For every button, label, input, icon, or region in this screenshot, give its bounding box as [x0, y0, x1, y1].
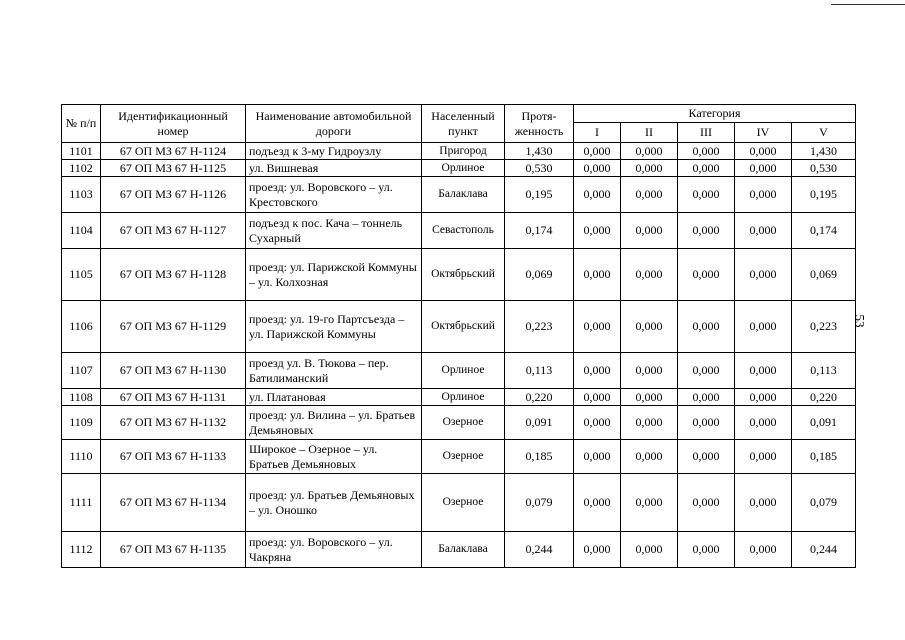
- category-3-value: 0,000: [678, 301, 735, 353]
- category-5-value: 0,069: [792, 249, 856, 301]
- category-4-value: 0,000: [735, 353, 792, 389]
- category-5-value: 0,223: [792, 301, 856, 353]
- table-row: [62, 301, 856, 353]
- page-number: 53: [852, 314, 868, 328]
- road-name: подъезд к пос. Кача – тоннель Сухарный: [246, 213, 422, 249]
- locality: Севастополь: [422, 213, 505, 249]
- locality: Пригород: [422, 143, 505, 160]
- row-number: 1111: [62, 474, 101, 532]
- road-id: 67 ОП МЗ 67 Н-1128: [101, 249, 246, 301]
- table-header: [62, 105, 856, 143]
- category-3-value: 0,000: [678, 389, 735, 406]
- category-1-value: 0,000: [574, 143, 621, 160]
- category-1-value: 0,000: [574, 177, 621, 213]
- category-4-value: 0,000: [735, 301, 792, 353]
- table-row: [62, 389, 856, 406]
- category-1-value: 0,000: [574, 160, 621, 177]
- category-5-value: 0,244: [792, 532, 856, 568]
- locality: Орлиное: [422, 389, 505, 406]
- category-4-value: 0,000: [735, 249, 792, 301]
- category-4-value: 0,000: [735, 440, 792, 474]
- category-4-value: 0,000: [735, 406, 792, 440]
- row-number: 1109: [62, 406, 101, 440]
- header-number: № п/п: [62, 105, 101, 143]
- header-id: Идентификационный номер: [101, 105, 246, 143]
- category-4-value: 0,000: [735, 474, 792, 532]
- road-length: 0,220: [505, 389, 574, 406]
- road-length: 0,244: [505, 532, 574, 568]
- road-id: 67 ОП МЗ 67 Н-1124: [101, 143, 246, 160]
- category-5-value: 0,185: [792, 440, 856, 474]
- category-1-value: 0,000: [574, 406, 621, 440]
- header-length: Протя-женность: [505, 105, 574, 143]
- road-name: проезд: ул. Парижской Коммуны – ул. Колхозная: [246, 249, 422, 301]
- road-length: 0,079: [505, 474, 574, 532]
- locality: Озерное: [422, 406, 505, 440]
- category-1-value: 0,000: [574, 440, 621, 474]
- header-cat-3: III: [678, 123, 735, 143]
- category-3-value: 0,000: [678, 143, 735, 160]
- category-2-value: 0,000: [621, 440, 678, 474]
- row-number: 1101: [62, 143, 101, 160]
- road-name: ул. Вишневая: [246, 160, 422, 177]
- road-id: 67 ОП МЗ 67 Н-1125: [101, 160, 246, 177]
- road-id: 67 ОП МЗ 67 Н-1133: [101, 440, 246, 474]
- locality: Озерное: [422, 474, 505, 532]
- category-3-value: 0,000: [678, 213, 735, 249]
- category-2-value: 0,000: [621, 353, 678, 389]
- road-length: 0,185: [505, 440, 574, 474]
- category-2-value: 0,000: [621, 301, 678, 353]
- category-4-value: 0,000: [735, 160, 792, 177]
- header-cat-1: I: [574, 123, 621, 143]
- table-body: [62, 143, 856, 568]
- category-2-value: 0,000: [621, 474, 678, 532]
- road-length: 0,195: [505, 177, 574, 213]
- category-5-value: 0,530: [792, 160, 856, 177]
- row-number: 1107: [62, 353, 101, 389]
- category-4-value: 0,000: [735, 177, 792, 213]
- road-id: 67 ОП МЗ 67 Н-1126: [101, 177, 246, 213]
- road-id: 67 ОП МЗ 67 Н-1127: [101, 213, 246, 249]
- category-3-value: 0,000: [678, 177, 735, 213]
- category-4-value: 0,000: [735, 143, 792, 160]
- road-length: 0,113: [505, 353, 574, 389]
- category-5-value: 0,079: [792, 474, 856, 532]
- category-3-value: 0,000: [678, 440, 735, 474]
- road-name: проезд: ул. Воровского – ул. Крестовского: [246, 177, 422, 213]
- top-rule: [831, 4, 905, 5]
- row-number: 1105: [62, 249, 101, 301]
- header-locality: Населенный пункт: [422, 105, 505, 143]
- category-4-value: 0,000: [735, 389, 792, 406]
- category-5-value: 0,174: [792, 213, 856, 249]
- category-2-value: 0,000: [621, 532, 678, 568]
- category-5-value: 0,113: [792, 353, 856, 389]
- road-length: 0,530: [505, 160, 574, 177]
- table-row: [62, 249, 856, 301]
- road-length: 0,174: [505, 213, 574, 249]
- row-number: 1102: [62, 160, 101, 177]
- road-id: 67 ОП МЗ 67 Н-1132: [101, 406, 246, 440]
- category-3-value: 0,000: [678, 406, 735, 440]
- road-name: Широкое – Озерное – ул. Братьев Демьяновых: [246, 440, 422, 474]
- table-row: [62, 353, 856, 389]
- row-number: 1106: [62, 301, 101, 353]
- row-number: 1112: [62, 532, 101, 568]
- category-1-value: 0,000: [574, 474, 621, 532]
- category-2-value: 0,000: [621, 177, 678, 213]
- table-row: [62, 440, 856, 474]
- row-number: 1104: [62, 213, 101, 249]
- locality: Балаклава: [422, 532, 505, 568]
- category-1-value: 0,000: [574, 213, 621, 249]
- category-3-value: 0,000: [678, 353, 735, 389]
- road-id: 67 ОП МЗ 67 Н-1134: [101, 474, 246, 532]
- road-name: проезд: ул. Воровского – ул. Чакряна: [246, 532, 422, 568]
- category-2-value: 0,000: [621, 406, 678, 440]
- roads-table: [61, 104, 856, 568]
- category-4-value: 0,000: [735, 213, 792, 249]
- locality: Балаклава: [422, 177, 505, 213]
- table-row: [62, 213, 856, 249]
- road-length: 0,069: [505, 249, 574, 301]
- category-1-value: 0,000: [574, 301, 621, 353]
- road-id: 67 ОП МЗ 67 Н-1131: [101, 389, 246, 406]
- category-3-value: 0,000: [678, 532, 735, 568]
- header-cat-4: IV: [735, 123, 792, 143]
- locality: Орлиное: [422, 353, 505, 389]
- category-2-value: 0,000: [621, 249, 678, 301]
- table-row: [62, 177, 856, 213]
- row-number: 1103: [62, 177, 101, 213]
- header-category: Категория: [574, 105, 856, 123]
- category-3-value: 0,000: [678, 160, 735, 177]
- category-3-value: 0,000: [678, 474, 735, 532]
- header-cat-2: II: [621, 123, 678, 143]
- table-row: [62, 143, 856, 160]
- road-name: проезд ул. В. Тюкова – пер. Батилиманский: [246, 353, 422, 389]
- category-2-value: 0,000: [621, 389, 678, 406]
- locality: Озерное: [422, 440, 505, 474]
- road-name: проезд: ул. 19-го Партсъезда – ул. Парижской Коммуны: [246, 301, 422, 353]
- road-name: подъезд к 3-му Гидроузлу: [246, 143, 422, 160]
- road-name: проезд: ул. Братьев Демьяновых – ул. Оношко: [246, 474, 422, 532]
- road-id: 67 ОП МЗ 67 Н-1130: [101, 353, 246, 389]
- road-id: 67 ОП МЗ 67 Н-1135: [101, 532, 246, 568]
- row-number: 1110: [62, 440, 101, 474]
- category-1-value: 0,000: [574, 532, 621, 568]
- category-2-value: 0,000: [621, 160, 678, 177]
- category-5-value: 0,091: [792, 406, 856, 440]
- category-5-value: 0,220: [792, 389, 856, 406]
- table-row: [62, 406, 856, 440]
- locality: Орлиное: [422, 160, 505, 177]
- road-name: ул. Платановая: [246, 389, 422, 406]
- category-2-value: 0,000: [621, 213, 678, 249]
- category-5-value: 0,195: [792, 177, 856, 213]
- road-length: 0,091: [505, 406, 574, 440]
- category-1-value: 0,000: [574, 249, 621, 301]
- category-2-value: 0,000: [621, 143, 678, 160]
- row-number: 1108: [62, 389, 101, 406]
- road-id: 67 ОП МЗ 67 Н-1129: [101, 301, 246, 353]
- table-row: [62, 160, 856, 177]
- category-5-value: 1,430: [792, 143, 856, 160]
- road-length: 1,430: [505, 143, 574, 160]
- header-name: Наименование автомобильной дороги: [246, 105, 422, 143]
- category-3-value: 0,000: [678, 249, 735, 301]
- category-1-value: 0,000: [574, 353, 621, 389]
- locality: Октябрьский: [422, 301, 505, 353]
- road-name: проезд: ул. Вилина – ул. Братьев Демьяновых: [246, 406, 422, 440]
- locality: Октябрьский: [422, 249, 505, 301]
- table-row: [62, 474, 856, 532]
- category-1-value: 0,000: [574, 389, 621, 406]
- category-4-value: 0,000: [735, 532, 792, 568]
- header-cat-5: V: [792, 123, 856, 143]
- road-length: 0,223: [505, 301, 574, 353]
- table-row: [62, 532, 856, 568]
